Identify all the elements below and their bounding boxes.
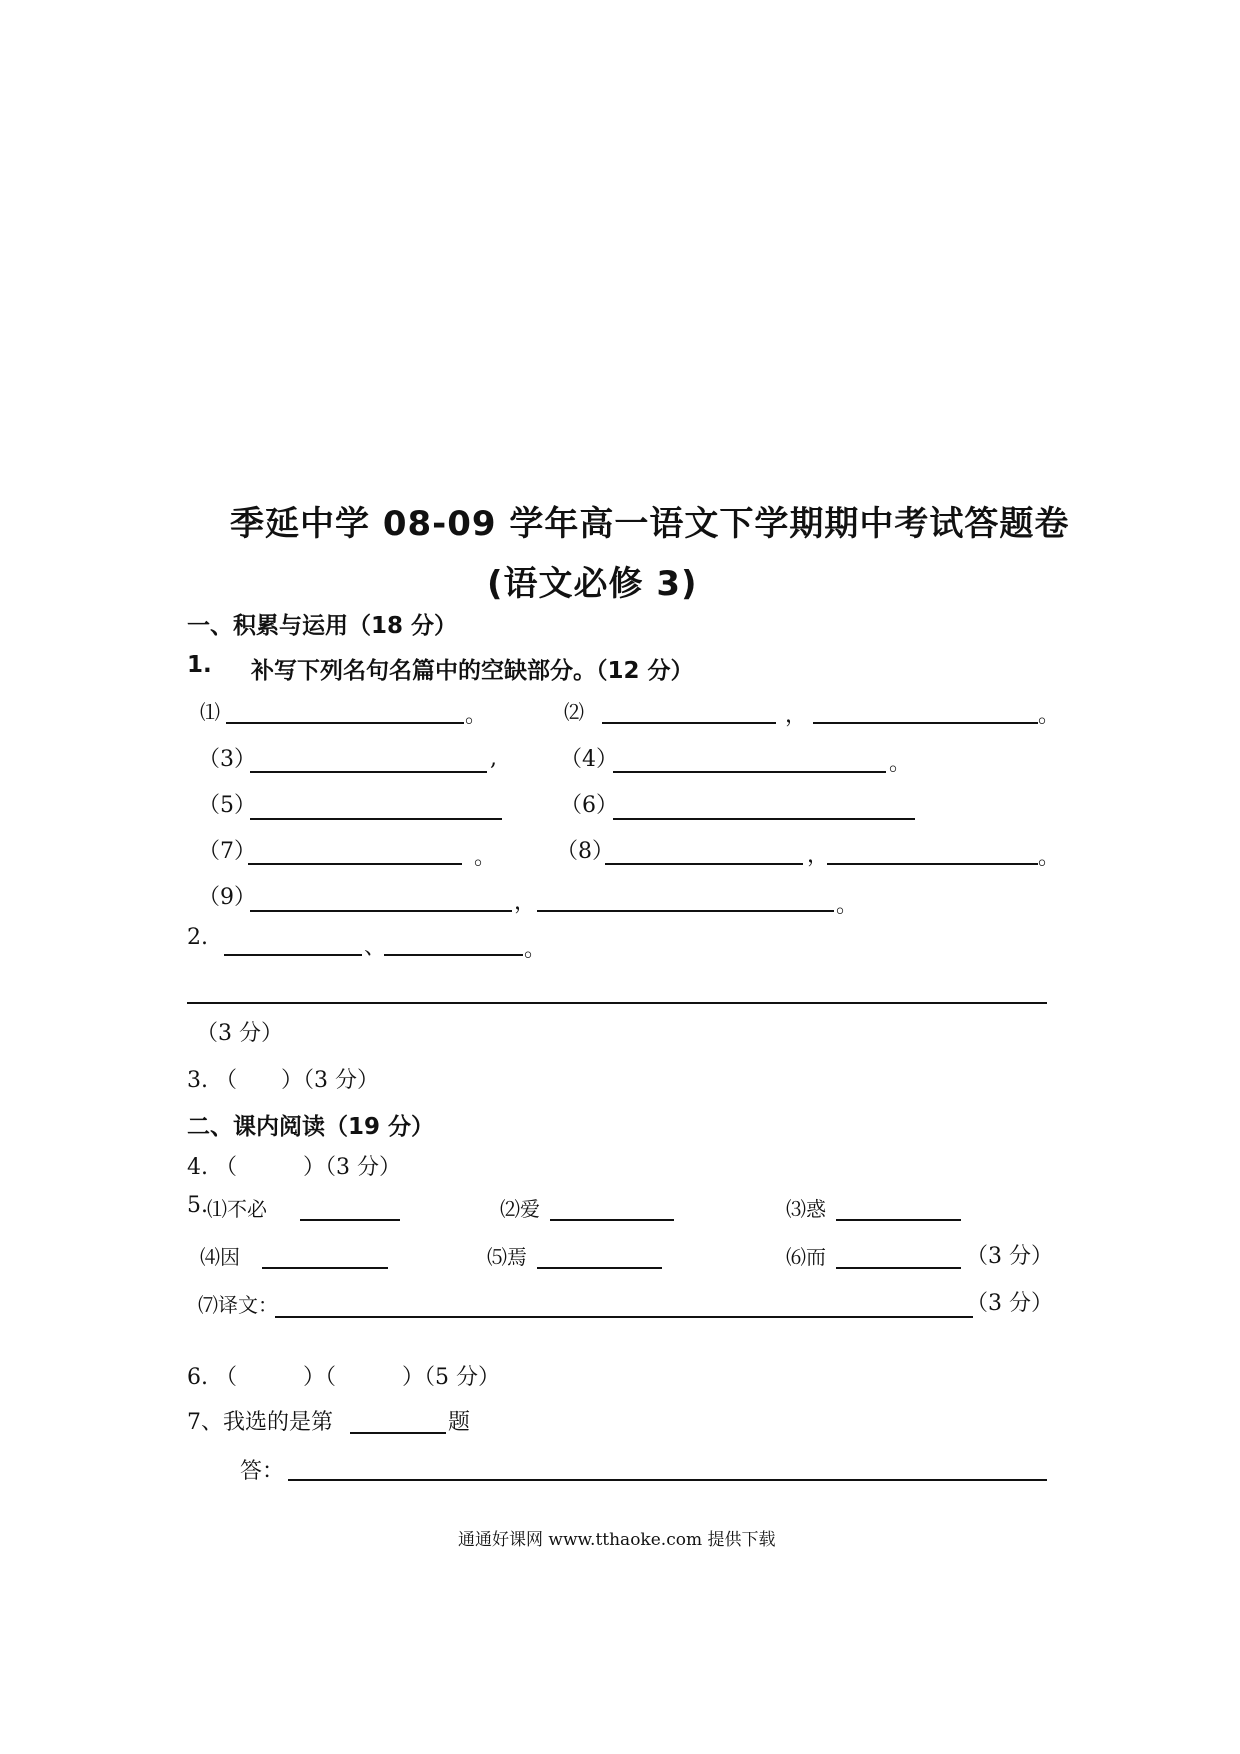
q5-translate-label: ⑺译文： <box>198 1293 278 1317</box>
q5-item-3-line[interactable] <box>836 1219 961 1221</box>
q7-suffix: 题 <box>448 1410 471 1435</box>
blank-9-comma: ， <box>514 890 537 915</box>
blank-4-label: （4） <box>560 747 618 772</box>
q2-label: 2. <box>187 925 208 950</box>
q5-item-1-line[interactable] <box>300 1219 400 1221</box>
blank-5-line[interactable] <box>250 818 502 820</box>
section2-heading: 二、课内阅读（19 分） <box>187 1114 435 1140</box>
blank-7-period: 。 <box>474 845 497 870</box>
q5-translate-score: （3 分） <box>966 1291 1053 1316</box>
blank-9-period: 。 <box>836 893 859 918</box>
q5-item-6: ⑹而 <box>786 1245 826 1269</box>
blank-3-label: （3） <box>198 747 256 772</box>
blank-8-comma: ， <box>807 843 830 868</box>
q5-item-3: ⑶惑 <box>786 1197 826 1221</box>
footer-text: 通通好课网 www.tthaoke.com 提供下载 <box>458 1530 776 1550</box>
blank-4-period: 。 <box>889 751 912 776</box>
blank-8b-line[interactable] <box>827 863 1038 865</box>
q5-label: 5. <box>187 1193 208 1218</box>
blank-7-label: （7） <box>198 839 256 864</box>
q5-item-6-line[interactable] <box>836 1267 961 1269</box>
q5-item-2: ⑵爱 <box>500 1197 540 1221</box>
page-title: 季延中学 08-09 学年高一语文下学期期中考试答题卷 <box>230 504 1070 544</box>
q7-number-line[interactable] <box>350 1432 446 1434</box>
blank-6-line[interactable] <box>613 818 915 820</box>
q4-line: 4. （ ）（3 分） <box>187 1155 401 1180</box>
q5-item-5-line[interactable] <box>537 1267 662 1269</box>
blank-6-label: （6） <box>560 793 618 818</box>
blank-1-period: 。 <box>465 703 488 728</box>
blank-3-line[interactable] <box>250 771 487 773</box>
q2-separator: 、 <box>364 935 387 960</box>
blank-7-line[interactable] <box>248 863 462 865</box>
q5-item-5: ⑸焉 <box>487 1245 527 1269</box>
q5-score: （3 分） <box>966 1244 1053 1269</box>
q6-line: 6. （ ）（ ）（5 分） <box>187 1365 500 1390</box>
page-subtitle: (语文必修 3) <box>487 564 698 604</box>
q5-item-4-line[interactable] <box>262 1267 388 1269</box>
section1-heading: 一、积累与运用（18 分） <box>187 613 458 639</box>
q2-blank-b-line[interactable] <box>384 954 523 956</box>
q7-label: 7、我选的是第 <box>187 1410 333 1435</box>
blank-9a-line[interactable] <box>250 910 512 912</box>
blank-8a-line[interactable] <box>605 863 803 865</box>
q2-blank-a-line[interactable] <box>224 954 362 956</box>
answer-label: 答： <box>240 1459 285 1484</box>
blank-2b-line[interactable] <box>813 722 1038 724</box>
answer-line[interactable] <box>288 1479 1047 1481</box>
blank-2a-line[interactable] <box>602 722 776 724</box>
blank-2-comma: ， <box>785 703 808 728</box>
q1-text: 补写下列名句名篇中的空缺部分。（12 分） <box>251 658 694 684</box>
blank-1-label: ⑴ <box>200 700 220 724</box>
blank-3-comma: , <box>490 746 497 771</box>
q2-score: （3 分） <box>196 1021 283 1046</box>
q5-item-2-line[interactable] <box>550 1219 674 1221</box>
blank-4-line[interactable] <box>613 771 886 773</box>
blank-1-line[interactable] <box>226 722 464 724</box>
q3-line: 3. （ ）（3 分） <box>187 1068 379 1093</box>
blank-2-period: 。 <box>1038 703 1061 728</box>
q2-period: 。 <box>524 937 547 962</box>
blank-9-label: （9） <box>198 885 256 910</box>
blank-8-period: 。 <box>1038 845 1061 870</box>
q2-answer-line[interactable] <box>187 1002 1047 1004</box>
q5-item-1: ⑴不必 <box>207 1197 267 1221</box>
q5-item-4: ⑷因 <box>200 1245 240 1269</box>
q5-translate-line[interactable] <box>275 1316 973 1318</box>
blank-5-label: （5） <box>198 793 256 818</box>
blank-2-label: ⑵ <box>564 700 584 724</box>
blank-8-label: （8） <box>556 839 614 864</box>
blank-9b-line[interactable] <box>537 910 834 912</box>
q1-label: 1. <box>187 652 212 678</box>
